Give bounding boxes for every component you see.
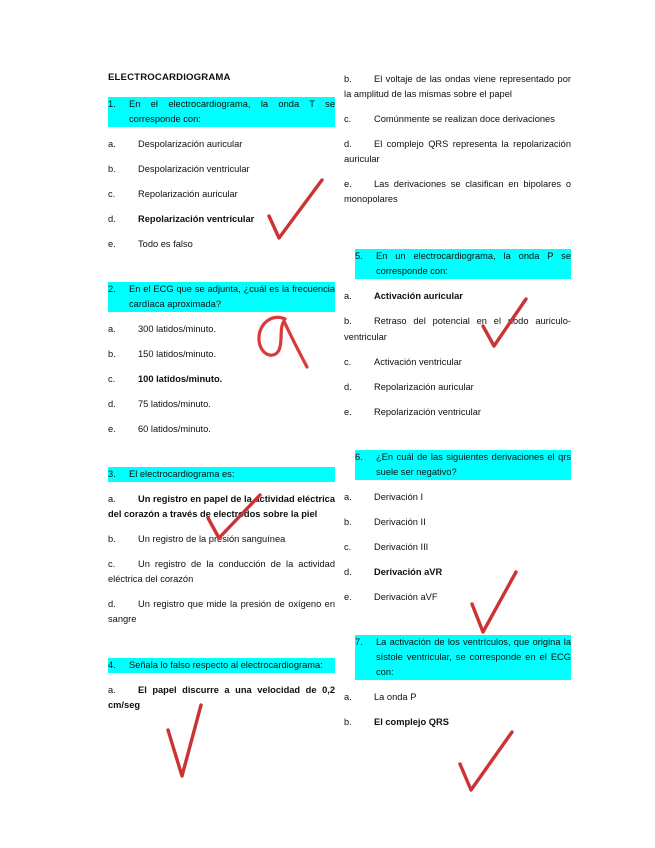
option-2c-label: c. bbox=[108, 374, 116, 385]
question-3 bbox=[108, 467, 335, 627]
question-6 bbox=[344, 450, 571, 605]
option-1c-text: Repolarización auricular bbox=[138, 188, 238, 199]
question-1-text: En el electrocardiograma, la onda T se corresponde con: bbox=[129, 97, 335, 127]
option-3b[interactable] bbox=[108, 532, 335, 547]
option-3a-text: Un registro en papel de la actividad eléctrica del corazón a través de electrodos sobre la piel bbox=[108, 494, 335, 520]
option-6c[interactable] bbox=[344, 540, 571, 555]
question-3-text: El electrocardiograma es: bbox=[129, 467, 335, 482]
option-6b-label: b. bbox=[344, 516, 352, 527]
option-4a-label: a. bbox=[108, 684, 116, 695]
option-6e[interactable] bbox=[344, 590, 571, 605]
question-6-number: 6. bbox=[355, 450, 376, 480]
option-2a[interactable] bbox=[108, 322, 335, 337]
option-4d[interactable] bbox=[344, 137, 571, 167]
question-4-number: 4. bbox=[108, 658, 129, 673]
option-2e[interactable] bbox=[108, 422, 335, 437]
option-7a-label: a. bbox=[344, 692, 352, 703]
option-4e-label: e. bbox=[344, 179, 352, 190]
option-4b-label: b. bbox=[344, 74, 352, 84]
option-3c-label: c. bbox=[108, 559, 116, 570]
option-3c-text: Un registro de la conducción de la actividad eléctrica del corazón bbox=[108, 559, 335, 585]
option-5c[interactable] bbox=[344, 355, 571, 370]
option-2a-text: 300 latidos/minuto. bbox=[138, 323, 217, 334]
option-4d-label: d. bbox=[344, 139, 352, 150]
option-1c-label: c. bbox=[108, 188, 116, 199]
option-1a[interactable] bbox=[108, 137, 335, 152]
question-4-continued bbox=[344, 72, 571, 207]
option-6d-label: d. bbox=[344, 566, 352, 577]
option-2a-label: a. bbox=[108, 323, 116, 334]
option-6e-label: e. bbox=[344, 591, 352, 602]
question-3-number: 3. bbox=[108, 467, 129, 482]
question-2-number: 2. bbox=[108, 282, 129, 312]
option-5e-label: e. bbox=[344, 406, 352, 417]
option-5a-text: Activación auricular bbox=[374, 291, 463, 302]
option-1e-label: e. bbox=[108, 238, 116, 249]
question-6-text: ¿En cuál de las siguientes derivaciones el qrs suele ser negativo? bbox=[376, 450, 571, 480]
option-6b[interactable] bbox=[344, 515, 571, 530]
option-1d[interactable] bbox=[108, 212, 335, 227]
question-5 bbox=[344, 249, 571, 419]
question-4 bbox=[108, 658, 335, 713]
option-4e[interactable] bbox=[344, 177, 571, 207]
option-2b-text: 150 latidos/minuto. bbox=[138, 348, 217, 359]
option-5e-text: Repolarización ventricular bbox=[374, 406, 481, 417]
option-7b[interactable] bbox=[344, 715, 571, 730]
option-1b-label: b. bbox=[108, 163, 116, 174]
option-6a-text: Derivación I bbox=[374, 491, 424, 502]
question-7-number: 7. bbox=[355, 635, 376, 680]
option-5d-label: d. bbox=[344, 381, 352, 392]
option-2d-text: 75 latidos/minuto. bbox=[138, 399, 211, 410]
option-3d-label: d. bbox=[108, 599, 116, 610]
option-7a[interactable] bbox=[344, 690, 571, 705]
option-5a[interactable] bbox=[344, 289, 571, 304]
option-2d[interactable] bbox=[108, 397, 335, 412]
question-2 bbox=[108, 282, 335, 437]
option-4a-text: El papel discurre a una velocidad de 0,2 cm/seg bbox=[108, 684, 335, 710]
option-3a[interactable] bbox=[108, 492, 335, 522]
option-1d-text: Repolarización ventricular bbox=[138, 213, 255, 224]
option-6e-text: Derivación aVF bbox=[374, 591, 438, 602]
option-2d-label: d. bbox=[108, 399, 116, 410]
option-2e-text: 60 latidos/minuto. bbox=[138, 424, 211, 435]
question-7-text: La activación de los ventrículos, que origina la sístole ventricular, se corresponde en el ECG con: bbox=[376, 635, 571, 680]
option-7b-text: El complejo QRS bbox=[374, 717, 449, 728]
option-1c[interactable] bbox=[108, 187, 335, 202]
option-6c-text: Derivación III bbox=[374, 541, 429, 552]
question-2-text: En el ECG que se adjunta, ¿cuál es la frecuencia cardíaca aproximada? bbox=[129, 282, 335, 312]
option-5b-label: b. bbox=[344, 316, 352, 327]
question-1-number: 1. bbox=[108, 97, 129, 127]
option-4c-text: Comúnmente se realizan doce derivaciones bbox=[374, 114, 555, 125]
option-2e-label: e. bbox=[108, 424, 116, 435]
option-6b-text: Derivación II bbox=[374, 516, 426, 527]
option-5b[interactable] bbox=[344, 314, 571, 344]
option-4b[interactable] bbox=[344, 72, 571, 102]
question-7 bbox=[344, 635, 571, 730]
option-2b-label: b. bbox=[108, 348, 116, 359]
option-3b-text: Un registro de la presión sanguínea bbox=[138, 534, 286, 545]
left-column bbox=[108, 72, 335, 740]
question-2-heading bbox=[108, 282, 335, 312]
question-3-heading bbox=[108, 467, 335, 482]
option-2c-text: 100 latidos/minuto. bbox=[138, 374, 223, 385]
option-5b-text: Retraso del potencial en el nodo auriculo-ventricular bbox=[344, 316, 571, 342]
option-3b-label: b. bbox=[108, 534, 116, 545]
option-1b[interactable] bbox=[108, 162, 335, 177]
question-1-heading bbox=[108, 97, 335, 127]
option-5c-label: c. bbox=[344, 356, 352, 367]
two-column-layout bbox=[0, 72, 655, 740]
right-column bbox=[344, 72, 571, 740]
option-7a-text: La onda P bbox=[374, 692, 417, 703]
option-5c-text: Activación ventricular bbox=[374, 356, 462, 367]
option-4a[interactable] bbox=[108, 683, 335, 713]
question-5-heading bbox=[344, 249, 571, 279]
option-1b-text: Despolarización ventricular bbox=[138, 163, 250, 174]
option-6d[interactable] bbox=[344, 565, 571, 580]
option-1a-text: Despolarización auricular bbox=[138, 138, 243, 149]
option-1a-label: a. bbox=[108, 138, 116, 149]
question-4-text: Señala lo falso respecto al electrocardiograma: bbox=[129, 658, 335, 673]
page-title: ELECTROCARDIOGRAMA bbox=[108, 72, 231, 83]
option-2b[interactable] bbox=[108, 347, 335, 362]
option-6c-label: c. bbox=[344, 541, 352, 552]
option-4c[interactable] bbox=[344, 112, 571, 127]
option-7b-label: b. bbox=[344, 717, 352, 728]
option-1e-text: Todo es falso bbox=[138, 238, 193, 249]
question-1 bbox=[108, 97, 335, 252]
option-5d[interactable] bbox=[344, 380, 571, 395]
option-4b-text: El voltaje de las ondas viene representado por la amplitud de las mismas sobre el papel bbox=[344, 74, 571, 100]
question-4-heading bbox=[108, 658, 335, 673]
option-5d-text: Repolarización auricular bbox=[374, 381, 474, 392]
question-5-text: En un electrocardiograma, la onda P se corresponde con: bbox=[376, 249, 571, 279]
question-6-heading bbox=[344, 450, 571, 480]
option-3d[interactable] bbox=[108, 597, 335, 627]
question-5-number: 5. bbox=[355, 249, 376, 279]
option-3c[interactable] bbox=[108, 557, 335, 587]
option-3a-label: a. bbox=[108, 494, 116, 505]
option-5e[interactable] bbox=[344, 405, 571, 420]
option-5a-label: a. bbox=[344, 291, 352, 302]
option-1d-label: d. bbox=[108, 213, 116, 224]
option-1e[interactable] bbox=[108, 237, 335, 252]
option-6d-text: Derivación aVR bbox=[374, 566, 443, 577]
option-4d-text: El complejo QRS representa la repolarización auricular bbox=[344, 139, 571, 165]
option-2c[interactable] bbox=[108, 372, 335, 387]
question-7-heading bbox=[344, 635, 571, 680]
option-6a[interactable] bbox=[344, 490, 571, 505]
option-4c-label: c. bbox=[344, 114, 352, 125]
option-4e-text: Las derivaciones se clasifican en bipolares o monopolares bbox=[344, 179, 571, 205]
option-3d-text: Un registro que mide la presión de oxígeno en sangre bbox=[108, 599, 335, 625]
option-6a-label: a. bbox=[344, 491, 352, 502]
